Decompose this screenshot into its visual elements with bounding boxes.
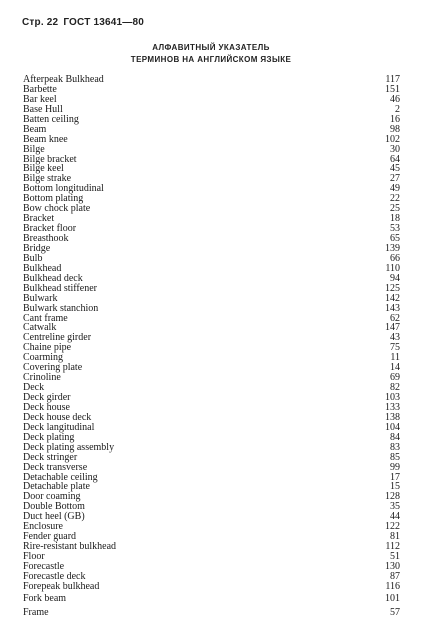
index-page-number: 75: [390, 342, 400, 354]
index-page-number: 15: [390, 481, 400, 493]
index-page-number: 82: [390, 382, 400, 394]
index-page-number: 66: [390, 252, 400, 264]
index-term: Catwalk: [23, 322, 57, 334]
index-term: Bilge strake: [23, 173, 72, 185]
index-page-number: 46: [390, 93, 400, 105]
index-term: Cant frame: [23, 312, 68, 324]
index-page-number: 138: [385, 411, 400, 423]
index-term: Beam: [23, 123, 47, 135]
index-page-number: 98: [390, 123, 400, 135]
index-entry: [23, 224, 403, 234]
index-term: Rire-resistant bulkhead: [23, 541, 117, 553]
index-entry: [23, 135, 403, 145]
index-term: Barbette: [23, 83, 57, 95]
index-term: Deck stringer: [23, 451, 78, 463]
index-page-number: 84: [390, 431, 400, 443]
index-entry: [23, 75, 403, 85]
index-term: Door coaming: [23, 491, 81, 503]
index-entry: [23, 164, 403, 174]
index-term: Bulb: [23, 252, 43, 264]
index-page-number: 16: [390, 113, 400, 125]
index-entry: [23, 343, 403, 353]
index-term: Fender guard: [23, 531, 77, 543]
index-page-number: 94: [390, 272, 400, 284]
index-term: Detachable plate: [23, 481, 90, 493]
index-term: Beam knee: [23, 133, 68, 145]
index-page-number: 53: [390, 223, 400, 235]
index-page-number: 57: [390, 606, 400, 618]
index-term: Bulkhead deck: [23, 272, 83, 284]
index-term: Bar keel: [23, 93, 57, 105]
index-page-number: 27: [390, 173, 400, 185]
index-term: Bottom plating: [23, 193, 84, 205]
index-term: Forecastle deck: [23, 570, 86, 582]
index-page-number: 25: [390, 203, 400, 215]
index-page-number: 147: [385, 322, 400, 334]
index-term: Deck plating: [23, 431, 75, 443]
index-term: Coarming: [23, 352, 63, 364]
index-page-number: 51: [390, 551, 400, 562]
index-title-line-2: ТЕРМИНОВ НА АНГЛИЙСКОМ ЯЗЫКЕ: [130, 55, 292, 64]
index-term: Fork beam: [23, 592, 67, 604]
index-entry: [23, 234, 403, 244]
index-entry: [23, 373, 403, 383]
index-page-number: 17: [390, 471, 400, 483]
index-entry: [23, 145, 403, 155]
index-term: Bulwark: [23, 292, 58, 304]
index-page-number: 11: [390, 352, 400, 364]
page-header: [22, 17, 149, 28]
index-page-number: 87: [390, 570, 400, 582]
index-entry: [23, 522, 403, 532]
index-page-number: 103: [385, 392, 400, 403]
index-page-number: 44: [390, 511, 400, 523]
index-entry: [23, 333, 403, 343]
term-index-list: [23, 75, 403, 618]
index-term: Deck house deck: [23, 411, 92, 423]
index-term: Deck house: [23, 401, 70, 413]
index-page-number: 45: [390, 163, 400, 175]
index-term: Bulkhead stiffener: [23, 282, 97, 294]
index-entry: [23, 85, 403, 95]
index-page-number: 81: [390, 531, 400, 543]
index-term: Deck transverse: [23, 461, 88, 473]
index-entry: [23, 304, 403, 314]
index-term: Bulwark stanchion: [23, 302, 99, 314]
index-entry: [23, 284, 403, 294]
index-page-number: 62: [390, 312, 400, 324]
index-entry: [23, 594, 403, 604]
index-term: Bilge keel: [23, 163, 64, 175]
index-page-number: 83: [390, 441, 400, 453]
index-entry: [23, 214, 403, 224]
index-page-number: 64: [390, 153, 400, 165]
index-entry: [23, 244, 403, 254]
index-term: Enclosure: [23, 521, 63, 533]
index-page-number: 117: [385, 74, 400, 85]
index-page-number: 128: [385, 491, 400, 503]
index-term: Frame: [23, 606, 49, 618]
index-entry: [23, 423, 403, 433]
index-entry: [23, 383, 403, 393]
index-term: Batten ceiling: [23, 113, 79, 125]
index-term: Base Hull: [23, 103, 63, 115]
index-term: Afterpeak Bulkhead: [23, 74, 104, 85]
index-term: Bracket: [23, 213, 55, 225]
index-page-number: 69: [390, 372, 400, 384]
index-entry: [23, 443, 403, 453]
index-page-number: 116: [385, 580, 400, 592]
index-term: Forecastle: [23, 560, 65, 572]
index-term: Deck girder: [23, 392, 71, 403]
index-page-number: 125: [385, 282, 400, 294]
index-page-number: 151: [385, 83, 400, 95]
index-entry: [23, 95, 403, 105]
index-entry: [23, 363, 403, 373]
index-entry: [23, 254, 403, 264]
index-term: Covering plate: [23, 362, 83, 374]
index-page-number: 85: [390, 451, 400, 463]
index-entry: [23, 463, 403, 473]
index-term: Bulkhead: [23, 262, 62, 274]
index-term: Floor: [23, 551, 45, 562]
page-label: Стр. 22: [22, 17, 59, 28]
index-term: Bilge: [23, 143, 45, 155]
index-term: Double Bottom: [23, 501, 85, 513]
index-page-number: 14: [390, 362, 400, 374]
index-term: Crinoline: [23, 372, 61, 384]
index-entry: [23, 115, 403, 125]
index-page-number: 22: [390, 193, 400, 205]
index-page-number: 65: [390, 233, 400, 244]
index-entry: [23, 155, 403, 165]
index-page-number: 2: [395, 103, 400, 115]
index-entry: [23, 542, 403, 552]
index-term: Duct heel (GB): [23, 511, 85, 523]
index-page-number: 101: [385, 592, 400, 604]
index-term: Bow chock plate: [23, 203, 91, 215]
index-page-number: 143: [385, 302, 400, 314]
index-entry: [23, 314, 403, 324]
index-page-number: 112: [385, 541, 400, 553]
index-page-number: 49: [390, 183, 400, 195]
index-entry: [23, 393, 403, 403]
index-term: Forepeak bulkhead: [23, 580, 100, 592]
index-term: Bilge bracket: [23, 153, 77, 165]
index-term: Deck: [23, 382, 45, 394]
index-term: Deck langitudinal: [23, 421, 95, 433]
index-page-number: 18: [390, 213, 400, 225]
index-entry: [23, 582, 403, 592]
index-term: Bottom longitudinal: [23, 183, 104, 195]
index-term: Chaine pipe: [23, 342, 72, 354]
index-page-number: 139: [385, 242, 400, 254]
index-entry: [23, 552, 403, 562]
index-term: Detachable ceiling: [23, 471, 98, 483]
index-page-number: 133: [385, 401, 400, 413]
index-entry: [23, 204, 403, 214]
index-page-number: 43: [390, 332, 400, 344]
index-entry: [23, 125, 403, 135]
index-title-line-1: АЛФАВИТНЫЙ УКАЗАТЕЛЬ: [152, 43, 270, 52]
index-page-number: 122: [385, 521, 400, 533]
index-page-number: 104: [385, 421, 400, 433]
index-page-number: 130: [385, 560, 400, 572]
index-entry: [23, 512, 403, 522]
index-page-number: 110: [385, 262, 400, 274]
index-page-number: 142: [385, 292, 400, 304]
standard-code: ГОСТ 13641—80: [63, 17, 145, 28]
index-term: Deck plating assembly: [23, 441, 115, 453]
index-term: Bracket floor: [23, 223, 77, 235]
index-term: Bridge: [23, 242, 51, 254]
index-entry: [23, 105, 403, 115]
index-page-number: 30: [390, 143, 400, 155]
index-page-number: 102: [385, 133, 400, 145]
index-page-number: 99: [390, 461, 400, 473]
index-term: Centreline girder: [23, 332, 92, 344]
index-entry: [23, 608, 403, 618]
index-page-number: 35: [390, 501, 400, 513]
index-term: Breasthook: [23, 233, 69, 244]
